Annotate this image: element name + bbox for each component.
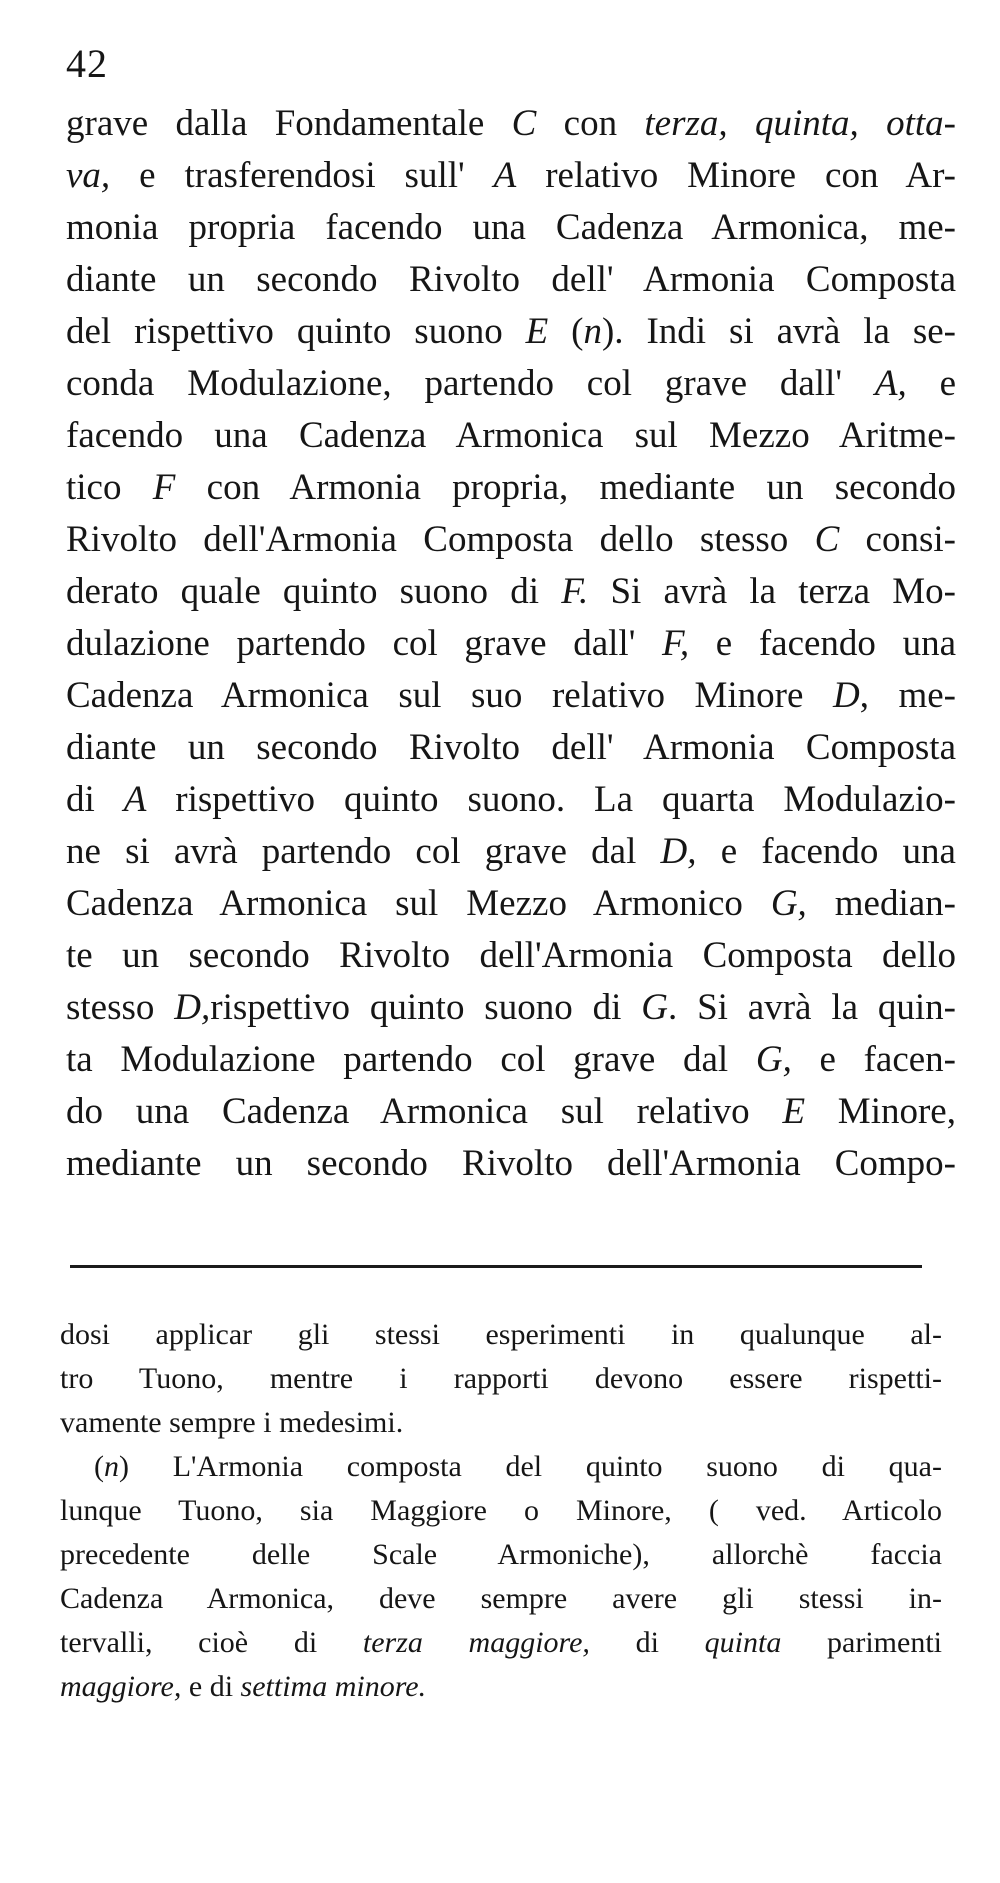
text-run: , me- xyxy=(859,675,956,716)
text-run: facendo una Cadenza Armonica sul Mezzo Aritme- xyxy=(66,415,956,456)
footnote-line xyxy=(60,1445,942,1489)
text-run: grave dalla Fondamentale xyxy=(66,103,512,144)
footnote-divider xyxy=(70,1265,922,1268)
text-run: diante un secondo Rivolto dell' Armonia Composta xyxy=(66,259,956,300)
text-run: e facen- xyxy=(791,1039,956,1080)
italic-text-run: C xyxy=(511,103,537,144)
text-run: diante un secondo Rivolto dell' Armonia Composta xyxy=(66,727,956,768)
text-line xyxy=(66,514,956,566)
italic-text-run: maggiore, xyxy=(60,1670,182,1703)
italic-text-run: G, xyxy=(755,1039,792,1080)
text-line xyxy=(66,774,956,826)
text-run: median- xyxy=(806,883,956,924)
italic-text-run: D, xyxy=(660,831,697,872)
text-run: conda Modulazione, partendo col grave dall' xyxy=(66,363,875,404)
text-line xyxy=(66,462,956,514)
text-run: ne si avrà partendo col grave dal xyxy=(66,831,661,872)
footnotes-block xyxy=(60,1313,942,1709)
footnote-line xyxy=(60,1533,942,1577)
text-run: Cadenza Armonica sul suo relativo Minore xyxy=(66,675,833,716)
text-run: e xyxy=(906,363,956,404)
footnote-line xyxy=(60,1621,942,1665)
text-line xyxy=(66,1034,956,1086)
italic-text-run: terza, quinta, otta- xyxy=(644,103,956,144)
text-line xyxy=(66,1138,956,1190)
text-run: stesso xyxy=(66,987,175,1028)
text-run: dulazione partendo col grave dall' xyxy=(66,623,663,664)
text-run: di xyxy=(66,779,124,820)
text-run: tro Tuono, mentre i rapporti devono essere rispetti- xyxy=(60,1362,942,1395)
text-run: rispettivo quinto suono. La quarta Modulazio- xyxy=(146,779,956,820)
footnote-line xyxy=(60,1665,942,1709)
text-run: e facendo una xyxy=(689,623,956,664)
text-run: monia propria facendo una Cadenza Armonica, me- xyxy=(66,207,956,248)
text-run: di xyxy=(589,1626,705,1659)
footnote-line xyxy=(60,1357,942,1401)
text-line xyxy=(66,202,956,254)
text-line xyxy=(66,930,956,982)
italic-text-run: n xyxy=(104,1450,119,1483)
text-line xyxy=(66,618,956,670)
page-number: 42 xyxy=(66,41,108,86)
text-run: ta Modulazione partendo col grave dal xyxy=(66,1039,756,1080)
italic-text-run: A xyxy=(123,779,147,820)
text-run: Cadenza Armonica sul Mezzo Armonico xyxy=(66,883,771,924)
text-run: ( xyxy=(94,1450,104,1483)
text-line xyxy=(66,306,956,358)
text-run: ) L'Armonia composta del quinto suono di qua- xyxy=(119,1450,942,1483)
text-line xyxy=(66,566,956,618)
text-line xyxy=(66,878,956,930)
text-run: ( xyxy=(548,311,584,352)
text-run: con Armonia propria, mediante un secondo xyxy=(175,467,956,508)
italic-text-run: terza maggiore, xyxy=(362,1626,590,1659)
text-run: rispettivo quinto suono di xyxy=(210,987,642,1028)
text-run: e trasferendosi sull' xyxy=(110,155,494,196)
text-run: e di xyxy=(181,1670,241,1703)
text-line xyxy=(66,98,956,150)
italic-text-run: va, xyxy=(66,155,111,196)
text-line xyxy=(66,722,956,774)
text-run: Minore, xyxy=(805,1091,956,1132)
text-run: precedente delle Scale Armoniche), allorchè faccia xyxy=(60,1538,942,1571)
text-run: te un secondo Rivolto dell'Armonia Composta dello xyxy=(66,935,956,976)
text-line xyxy=(66,410,956,462)
italic-text-run: D xyxy=(832,675,860,716)
text-run: Cadenza Armonica, deve sempre avere gli stessi in- xyxy=(60,1582,942,1615)
footnote-line xyxy=(60,1313,942,1357)
text-line xyxy=(66,150,956,202)
italic-text-run: F xyxy=(152,467,176,508)
main-text-block xyxy=(66,98,956,1190)
text-run: tervalli, cioè di xyxy=(60,1626,363,1659)
text-run: con xyxy=(536,103,645,144)
text-line xyxy=(66,982,956,1034)
italic-text-run: quinta xyxy=(704,1626,782,1659)
italic-text-run: E xyxy=(525,311,549,352)
footnote-line xyxy=(60,1401,942,1445)
italic-text-run: G xyxy=(641,987,668,1028)
text-line xyxy=(66,358,956,410)
text-run: mediante un secondo Rivolto dell'Armonia Compo- xyxy=(66,1143,956,1184)
text-run: do una Cadenza Armonica sul relativo xyxy=(66,1091,783,1132)
text-run: lunque Tuono, sia Maggiore o Minore, ( ved. Articolo xyxy=(60,1494,942,1527)
text-run: del rispettivo quinto suono xyxy=(66,311,526,352)
text-line xyxy=(66,670,956,722)
text-line xyxy=(66,254,956,306)
text-line xyxy=(66,826,956,878)
italic-text-run: A, xyxy=(874,363,907,404)
text-run: derato quale quinto suono di xyxy=(66,571,562,612)
italic-text-run: settima minore. xyxy=(240,1670,427,1703)
text-run: . Si avrà la quin- xyxy=(667,987,956,1028)
italic-text-run: A xyxy=(493,155,517,196)
italic-text-run: F. xyxy=(561,571,589,612)
italic-text-run: G, xyxy=(770,883,807,924)
text-line xyxy=(66,1086,956,1138)
italic-text-run: D, xyxy=(174,987,211,1028)
italic-text-run: n xyxy=(583,311,602,352)
text-run: consi- xyxy=(839,519,956,560)
text-run: dosi applicar gli stessi esperimenti in qualunque al- xyxy=(60,1318,942,1351)
text-run: Rivolto dell'Armonia Composta dello stesso xyxy=(66,519,815,560)
footnote-line xyxy=(60,1577,942,1621)
italic-text-run: F, xyxy=(662,623,690,664)
text-run: e facendo una xyxy=(696,831,956,872)
text-run: relativo Minore con Ar- xyxy=(516,155,956,196)
italic-text-run: E xyxy=(782,1091,806,1132)
italic-text-run: C xyxy=(814,519,840,560)
text-run: vamente sempre i medesimi. xyxy=(60,1406,404,1439)
footnote-line xyxy=(60,1489,942,1533)
text-run: parimenti xyxy=(781,1626,942,1659)
text-run: Si avrà la terza Mo- xyxy=(588,571,956,612)
text-run: tico xyxy=(66,467,153,508)
text-run: ). Indi si avrà la se- xyxy=(601,311,956,352)
